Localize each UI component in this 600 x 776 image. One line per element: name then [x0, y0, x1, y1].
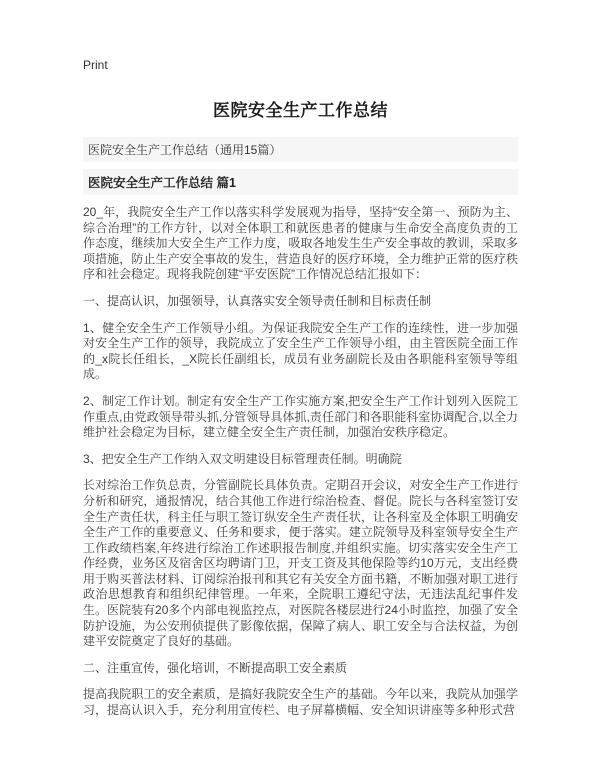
- subheading-1: 一、提高认识，加强领导，认真落实安全领导责任制和目标责任制: [83, 293, 432, 308]
- paragraph-responsibility-detail: 长对综治工作负总责，分管副院长具体负责。定期召开会议，对安全生产工作进行分析和研究，通报情况，结合其他工作进行综治检查、督促。院长与各科室签订安全生产责任状，科主任与职工签订纵安全生产责任状，让各科室及全体职工明确安全生产工作的重要意义、任务和要求，便于落实。建立院领导及科室领导安全生产工作政绩档案,年终进行综治工作述职报告制度,并组织实施。切实落实安全生产工作经费，业务区及宿舍区均聘请门卫，开支工资及其他保险等约10万元，支出经费用于购买普法材料、订阅综治报刊和其它有关安全方面书籍，不断加强对职工进行政治思想教育和组织纪律管理。一年来，全院职工遵纪守法，无违法乱纪事件发生。医院装有20多个内部电视监控点，对医院各楼层进行24小时监控，加强了安全防护设施，为公安刑侦提供了影像依据，保障了病人、职工安全与合法权益，为创建平安院奠定了良好的基础。: [83, 478, 518, 649]
- page-title: 医院安全生产工作总结: [213, 101, 388, 120]
- print-link[interactable]: Print: [83, 58, 108, 72]
- paragraph-work-plan: 2、制定工作计划。制定有安全生产工作实施方案,把安全生产工作计划列入医院工作重点,由党政领导带头抓,分管领导具体抓,责任部门和各职能科室协调配合,以全力维护社会稳定为目标，建立健全安全生产责任制，加强治安秩序稳定。: [83, 393, 518, 440]
- paragraph-leadership-group: 1、健全安全生产工作领导小组。为保证我院安全生产工作的连续性，进一步加强对安全生产工作的领导，我院成立了安全生产工作领导小组，由主管医院全面工作的_x院长任组长，_X院长任副组长，成员有业务副院长及由各职能科室领导等组成。: [83, 320, 518, 382]
- paragraph-responsibility-intro: 3、把安全生产工作纳入双文明建设目标管理责任制。明确院: [83, 451, 402, 466]
- intro-paragraph: 20_年，我院安全生产工作以落实科学发展观为指导，坚持“安全第一、预防为主、综合治理”的工作方针，以对全体职工和就医患者的健康与生命安全高度负责的工作态度，继续加大安全生产工作力度，吸取各地发生生产安全事故的教训，采取多项措施，防止生产安全事故的发生，营造良好的医疗环境，全力维护正常的医疗秩序和社会稳定。现将我院创建“平安医院”工作情况总结汇报如下：: [83, 205, 518, 282]
- section-heading: 医院安全生产工作总结 篇1: [83, 169, 518, 195]
- document-subtitle: 医院安全生产工作总结（通用15篇）: [83, 137, 518, 162]
- subheading-2: 二、注重宣传，强化培训，不断提高职工安全素质: [83, 660, 348, 675]
- paragraph-training: 提高我院职工的安全素质，是搞好我院安全生产的基础。今年以来，我院从加强学习，提高认识入手，充分利用宣传栏、电子屏幕横幅、安全知识讲座等多种形式营: [83, 687, 518, 718]
